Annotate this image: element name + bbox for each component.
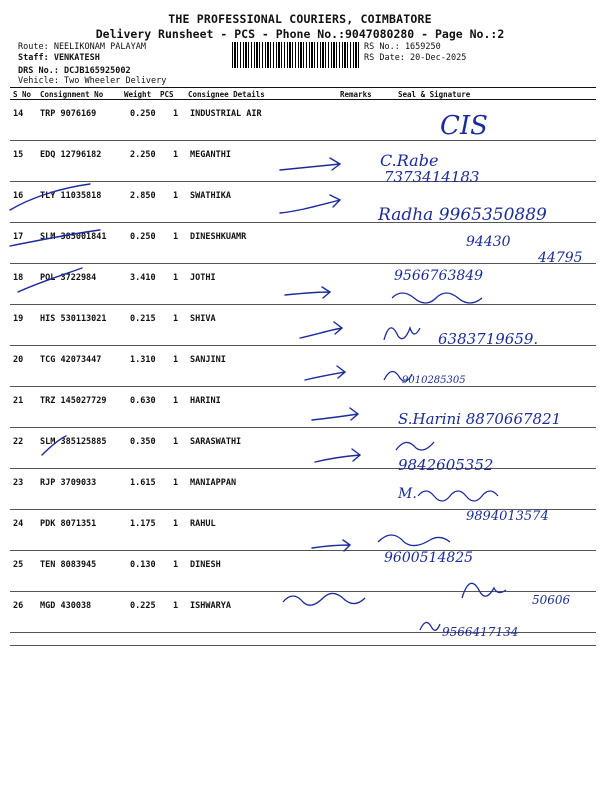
row-pcs: 1 xyxy=(173,478,179,488)
signature-row-14: CIS xyxy=(440,111,488,141)
route-label: Route: NEELIKONAM PALAYAM xyxy=(18,42,146,52)
signature-row-23-name: M. xyxy=(398,486,417,502)
rs-date: RS Date: 20-Dec-2025 xyxy=(364,53,467,63)
row-consignee: MANIAPPAN xyxy=(190,478,237,488)
row-consignment: TRZ 145027729 xyxy=(40,396,107,406)
row-divider xyxy=(10,427,596,428)
row-divider xyxy=(10,222,596,223)
row-sno: 15 xyxy=(13,150,24,160)
row-divider xyxy=(10,181,596,182)
row-consignment: PDK 8071351 xyxy=(40,519,97,529)
row-pcs: 1 xyxy=(173,355,179,365)
row-divider xyxy=(10,345,596,346)
row-divider xyxy=(10,140,596,141)
row-weight: 0.130 xyxy=(130,560,156,570)
row-consignee: DINESHKUAMR xyxy=(190,232,247,242)
table-row xyxy=(0,263,600,304)
row-consignment: TEN 8083945 xyxy=(40,560,97,570)
col-weight: Weight xyxy=(124,90,152,99)
row-consignment: EDQ 12796182 xyxy=(40,150,102,160)
row-pcs: 1 xyxy=(173,437,179,447)
table-row xyxy=(0,509,600,550)
row-pcs: 1 xyxy=(173,150,179,160)
signature-row-21: S.Harini 8870667821 xyxy=(398,410,562,428)
row-weight: 0.350 xyxy=(130,437,156,447)
row-pcs: 1 xyxy=(173,314,179,324)
row-consignee: JOTHI xyxy=(190,273,216,283)
row-sno: 25 xyxy=(13,560,24,570)
row-consignee: SWATHIKA xyxy=(190,191,231,201)
staff-label: Staff: VENKATESH xyxy=(18,53,100,63)
company-title: THE PROFESSIONAL COURIERS, COIMBATORE xyxy=(168,12,432,26)
row-weight: 0.250 xyxy=(130,109,156,119)
table-row xyxy=(0,222,600,263)
row-divider xyxy=(10,468,596,469)
table-row xyxy=(0,591,600,632)
signature-row-25-phone: 50606 xyxy=(532,593,571,607)
table-row xyxy=(0,304,600,345)
row-weight: 3.410 xyxy=(130,273,156,283)
signature-row-15-name: C.Rabe xyxy=(380,151,439,170)
row-consignment: SLM 385001841 xyxy=(40,232,107,242)
col-sno: S No xyxy=(13,90,32,99)
row-consignment: TCG 42073447 xyxy=(40,355,102,365)
row-weight: 0.215 xyxy=(130,314,156,324)
row-sno: 26 xyxy=(13,601,24,611)
row-sno: 18 xyxy=(13,273,24,283)
table-row xyxy=(0,427,600,468)
row-pcs: 1 xyxy=(173,601,179,611)
row-weight: 0.225 xyxy=(130,601,156,611)
row-sno: 17 xyxy=(13,232,24,242)
row-sno: 20 xyxy=(13,355,24,365)
table-row xyxy=(0,181,600,222)
row-consignment: TLY 11035818 xyxy=(40,191,102,201)
table-bottom-rule xyxy=(10,645,596,646)
signature-row-16: Radha 9965350889 xyxy=(378,205,547,225)
row-sno: 19 xyxy=(13,314,24,324)
row-pcs: 1 xyxy=(173,191,179,201)
row-sno: 22 xyxy=(13,437,24,447)
row-pcs: 1 xyxy=(173,396,179,406)
row-divider xyxy=(10,509,596,510)
signature-row-19: 6383719659. xyxy=(438,330,539,348)
row-consignee: ISHWARYA xyxy=(190,601,231,611)
runsheet-subtitle: Delivery Runsheet - PCS - Phone No.:9047080280 - Page No.:2 xyxy=(95,27,505,41)
row-consignee: SANJINI xyxy=(190,355,226,365)
signature-row-22: 9842605352 xyxy=(398,456,494,474)
row-sno: 23 xyxy=(13,478,24,488)
col-seal-signature: Seal & Signature xyxy=(398,90,471,99)
row-consignment: TRP 9076169 xyxy=(40,109,97,119)
row-consignee: INDUSTRIAL AIR xyxy=(190,109,262,119)
signature-row-26: 9566417134 xyxy=(442,625,519,639)
row-pcs: 1 xyxy=(173,109,179,119)
table-row xyxy=(0,386,600,427)
signature-row-20: 9010285305 xyxy=(402,375,466,386)
col-consignee: Consignee Details xyxy=(188,90,265,99)
signature-row-23-phone: 9894013574 xyxy=(466,509,549,524)
row-pcs: 1 xyxy=(173,232,179,242)
table-row xyxy=(0,345,600,386)
rs-number: RS No.: 1659250 xyxy=(364,42,441,52)
row-weight: 0.250 xyxy=(130,232,156,242)
row-weight: 1.175 xyxy=(130,519,156,529)
table-row xyxy=(0,468,600,509)
row-pcs: 1 xyxy=(173,519,179,529)
row-sno: 16 xyxy=(13,191,24,201)
signature-row-18-phone: 9566763849 xyxy=(394,268,484,284)
row-weight: 2.250 xyxy=(130,150,156,160)
row-sno: 21 xyxy=(13,396,24,406)
row-consignment: HIS 530113021 xyxy=(40,314,107,324)
row-divider xyxy=(10,386,596,387)
row-pcs: 1 xyxy=(173,560,179,570)
row-weight: 1.310 xyxy=(130,355,156,365)
col-remarks: Remarks xyxy=(340,90,372,99)
row-sno: 24 xyxy=(13,519,24,529)
row-weight: 2.850 xyxy=(130,191,156,201)
row-consignment: SLM 385125885 xyxy=(40,437,107,447)
row-weight: 0.630 xyxy=(130,396,156,406)
row-pcs: 1 xyxy=(173,273,179,283)
row-consignee: MEGANTHI xyxy=(190,150,231,160)
row-divider xyxy=(10,632,596,633)
signature-row-24: 9600514825 xyxy=(384,550,474,566)
table-row xyxy=(0,550,600,591)
row-divider xyxy=(10,591,596,592)
row-divider xyxy=(10,263,596,264)
row-consignment: MGD 430038 xyxy=(40,601,92,611)
header-rule-top xyxy=(10,87,596,88)
row-consignment: POL 3722984 xyxy=(40,273,97,283)
vehicle-label: Vehicle: Two Wheeler Delivery xyxy=(18,76,167,86)
signature-row-15-phone: 7373414183 xyxy=(384,168,480,186)
table-row xyxy=(0,140,600,181)
col-consignment: Consignment No xyxy=(40,90,104,99)
row-consignee: HARINI xyxy=(190,396,221,406)
row-consignee: DINESH xyxy=(190,560,221,570)
row-consignee: SHIVA xyxy=(190,314,216,324)
col-pcs: PCS xyxy=(160,90,174,99)
row-consignee: SARASWATHI xyxy=(190,437,242,447)
row-weight: 1.615 xyxy=(130,478,156,488)
row-divider xyxy=(10,550,596,551)
row-consignment: RJP 3709033 xyxy=(40,478,97,488)
table-row xyxy=(0,99,600,140)
row-consignee: RAHUL xyxy=(190,519,216,529)
drs-number: DRS No.: DCJB165925002 xyxy=(18,66,131,76)
signature-row-17a: 94430 xyxy=(466,234,511,250)
signature-row-17b: 44795 xyxy=(538,250,583,266)
row-divider xyxy=(10,304,596,305)
row-sno: 14 xyxy=(13,109,24,119)
barcode xyxy=(232,42,360,68)
